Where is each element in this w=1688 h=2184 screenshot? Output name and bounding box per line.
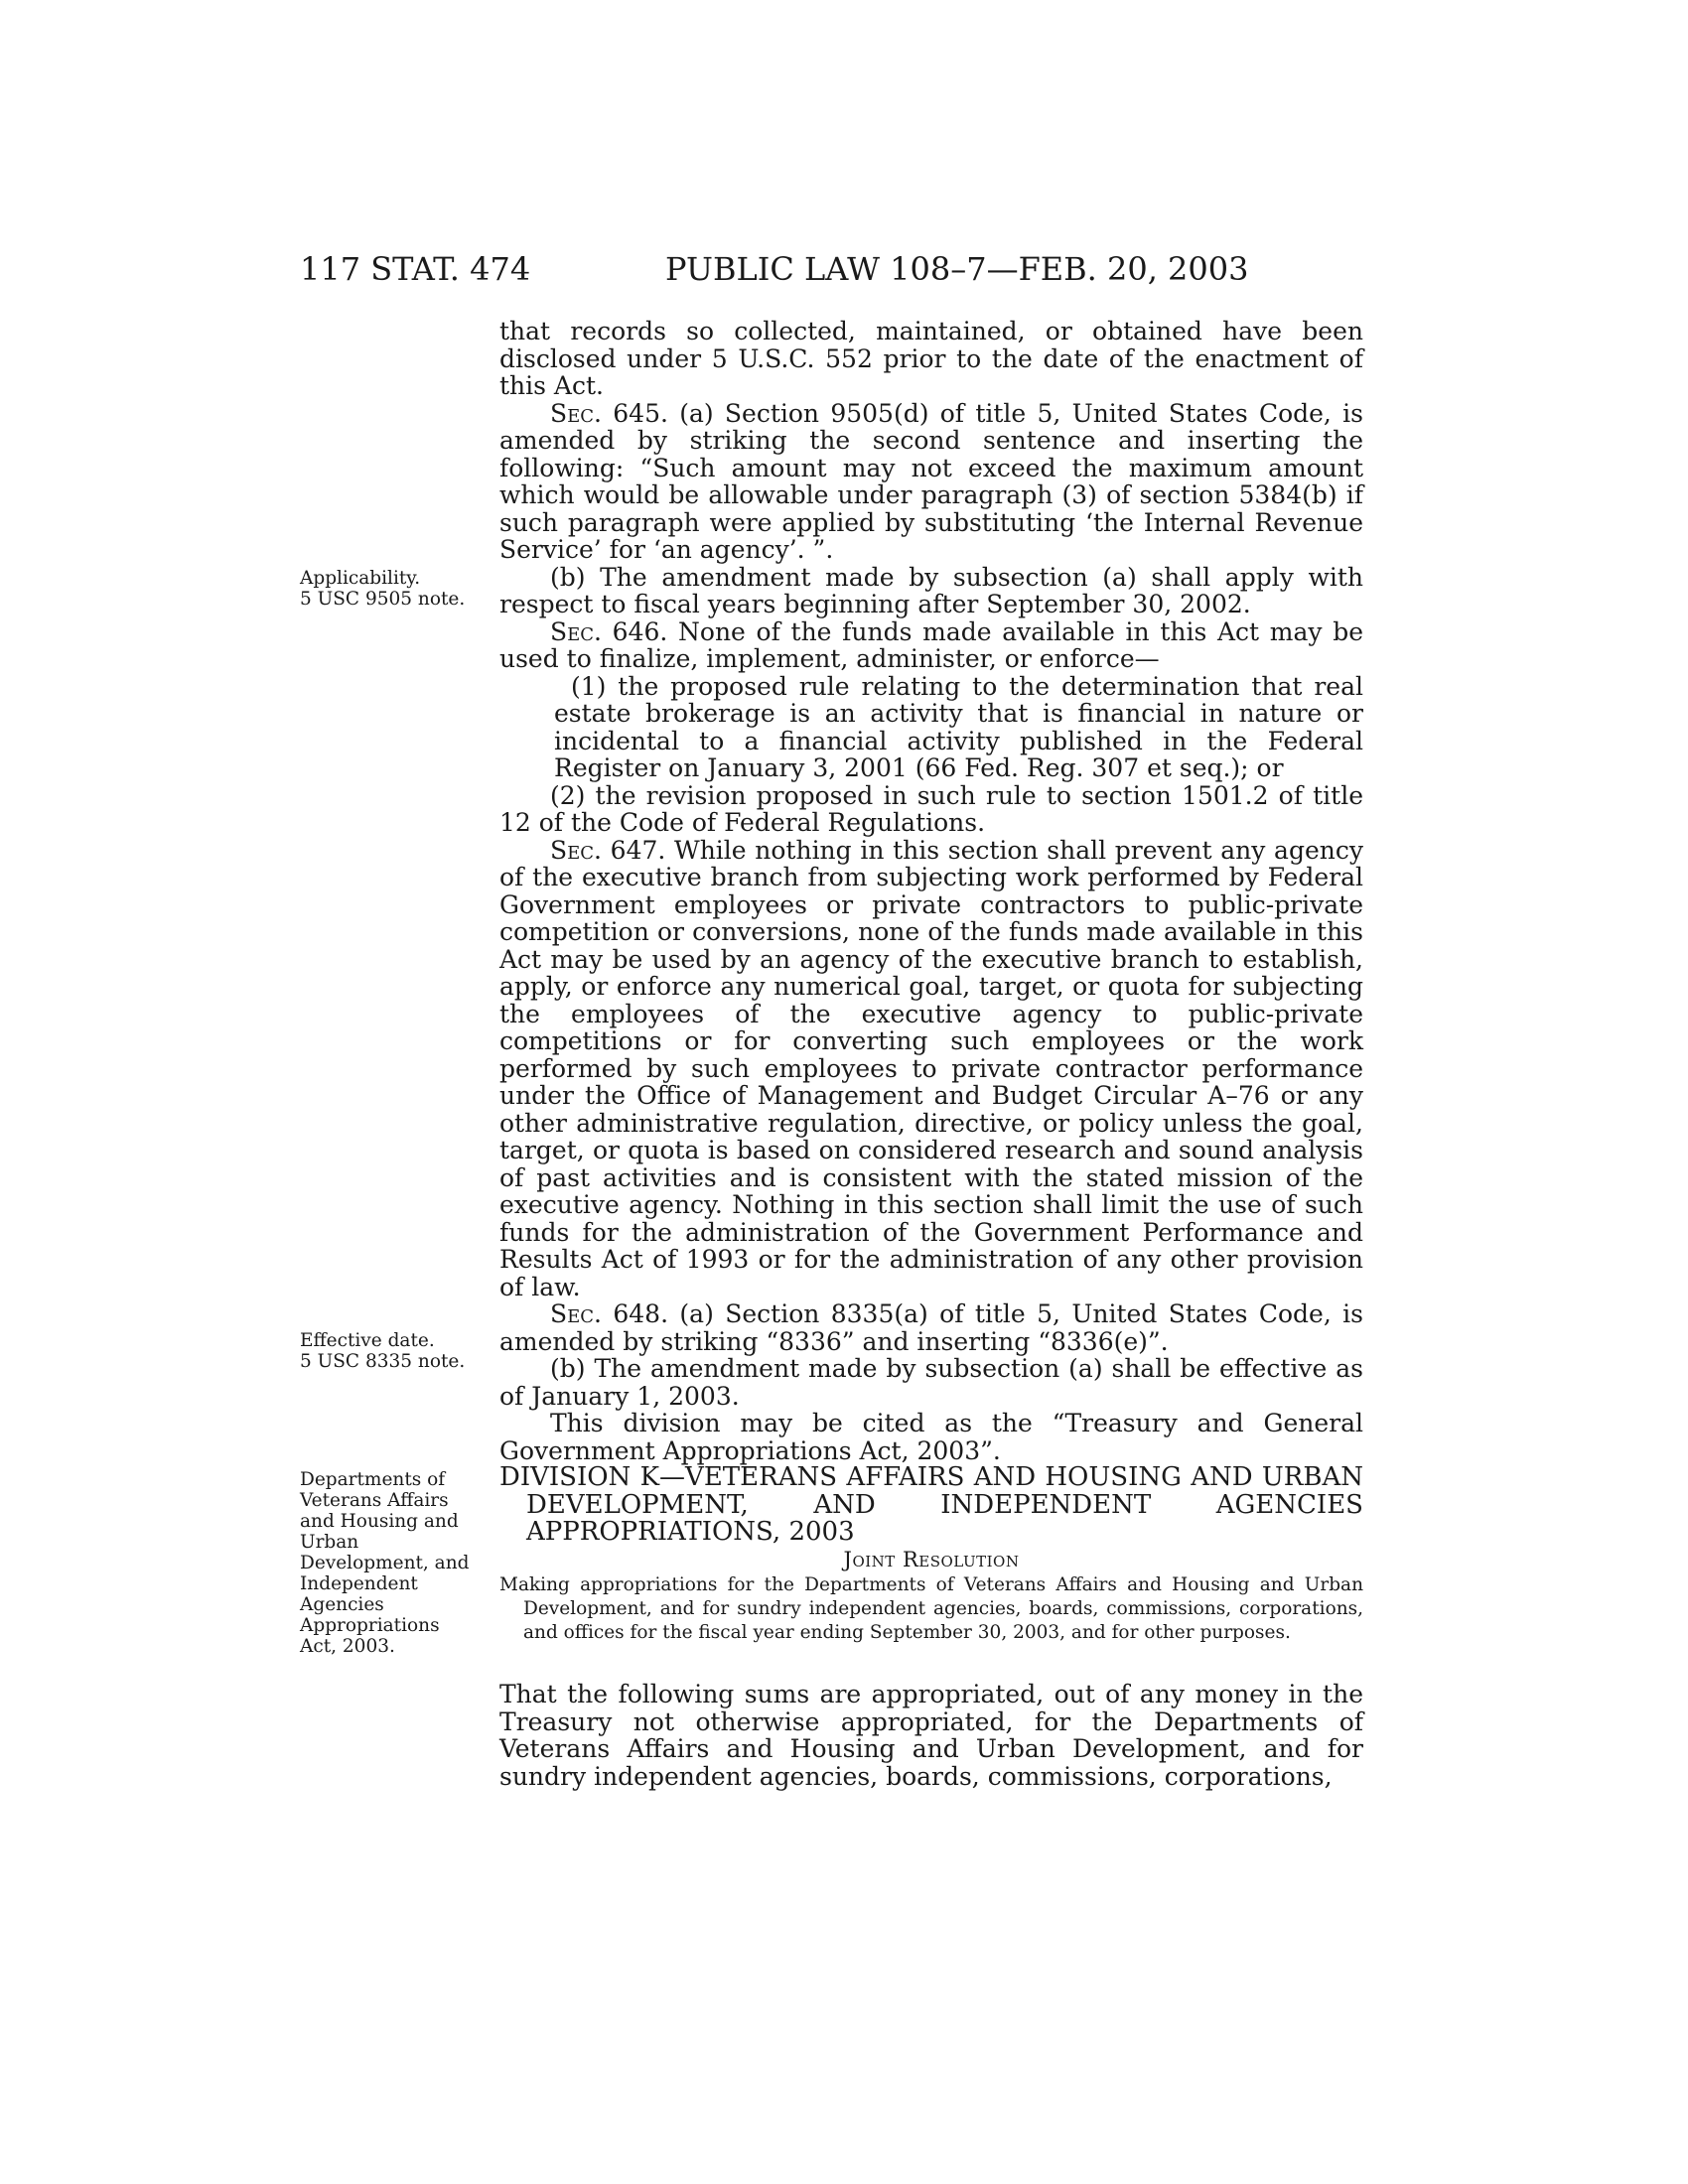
section-label: Sec. 647. (550, 835, 666, 865)
section-label: Sec. 648. (550, 1299, 669, 1328)
joint-resolution-heading: Joint Resolution (843, 1547, 1020, 1571)
section-label: Sec. 646. (550, 616, 668, 646)
margin-note-line: Applicability. (300, 568, 421, 589)
main-text-column (499, 318, 1363, 1790)
enacting-text: That the following sums are appropriated, out of any money in the Treasury not otherwise appropriated, for the Departments of Veterans Affairs and Housing and Urban Development, and for sundry independent agencies, boards, commissions, corporations, (499, 1680, 1363, 1791)
section-text: (a) Section 9505(d) of title 5, United States Code, is amended by striking the second sentence and inserting the following: “Such amount may not exceed the maximum amount which would be allowable under paragraph (3) of section 5384(b) if such paragraph were applied by substituting ‘the Internal Revenue Service’ for ‘an agency’. ”. (499, 398, 1363, 564)
section-text: None of the funds made available in this Act may be used to finalize, implement, administer, or enforce— (499, 616, 1363, 673)
section-645 (499, 400, 1363, 564)
section-text: (a) Section 8335(a) of title 5, United States Code, is amended by striking “8336” and inserting “8336(e)”. (499, 1299, 1363, 1356)
section-648-b: (b) The amendment made by subsection (a) shall be effective as of January 1, 2003. (499, 1354, 1363, 1411)
section-text: While nothing in this section shall prevent any agency of the executive branch from subjecting work performed by Federal Government employees or private contractors to public-private competition or conversions, none of the funds made available in this Act may be used by an agency of the executive branch to establish, apply, or enforce any numerical goal, target, or quota for subjecting the employees of the executive agency to public-private competitions or for converting such employees or the work performed by such employees to private contractor performance under the Office of Management and Budget Circular A–76 or any other administrative regulation, directive, or policy unless the goal, target, or quota is based on considered research and sound analysis of past activities and is consistent with the stated mission of the executive agency. Nothing in this section shall limit the use of such funds for the administration of the Government Performance and Results Act of 1993 or for the administration of any other provision of law. (499, 835, 1363, 1301)
margin-note-applicability (300, 568, 479, 610)
margin-note-line: Effective date. (300, 1330, 435, 1351)
statute-page-reference: 117 STAT. 474 (300, 250, 531, 288)
margin-note-line: Departments of Veterans Affairs and Housing and Urban Development, and Independent Agencies Appropriations Act, 2003. (300, 1469, 470, 1657)
section-647 (499, 837, 1363, 1301)
paragraph-continuation: that records so collected, maintained, or obtained have been disclosed under 5 U.S.C. 552 prior to the date of the enactment of this Act. (499, 317, 1363, 400)
section-648 (499, 1300, 1363, 1355)
resolution-purpose: Making appropriations for the Departments of Veterans Affairs and Housing and Urban Development, and for sundry independent agencies, boards, commissions, corporations, and offices for the fiscal year ending September 30, 2003, and for other purposes. (499, 1574, 1363, 1643)
public-law-running-head: PUBLIC LAW 108–7—FEB. 20, 2003 (665, 250, 1249, 288)
division-heading: DIVISION K—VETERANS AFFAIRS AND HOUSING AND URBAN DEVELOPMENT, AND INDEPENDENT AGENCIES APPROPRIATIONS, 2003 (499, 1462, 1363, 1547)
margin-note-short-title (300, 1469, 479, 1657)
section-646-item-1: (1) the proposed rule relating to the determination that real estate brokerage is an activity that is financial in nature or incidental to a financial activity published in the Federal Register on January 3, 2001 (66 Fed. Reg. 307 et seq.); or (554, 671, 1363, 782)
section-label: Sec. 645. (550, 398, 668, 428)
margin-note-effective-date (300, 1330, 479, 1372)
margin-note-line: 5 USC 9505 note. (300, 589, 466, 610)
short-title-citation: This division may be cited as the “Treasury and General Government Appropriations Act, 2003”. (499, 1409, 1363, 1465)
section-646-item-2: (2) the revision proposed in such rule to section 1501.2 of title 12 of the Code of Federal Regulations. (499, 780, 1363, 837)
section-646 (499, 618, 1363, 673)
section-645-b: (b) The amendment made by subsection (a) shall apply with respect to fiscal years beginning after September 30, 2002. (499, 562, 1363, 618)
margin-note-line: 5 USC 8335 note. (300, 1351, 466, 1372)
